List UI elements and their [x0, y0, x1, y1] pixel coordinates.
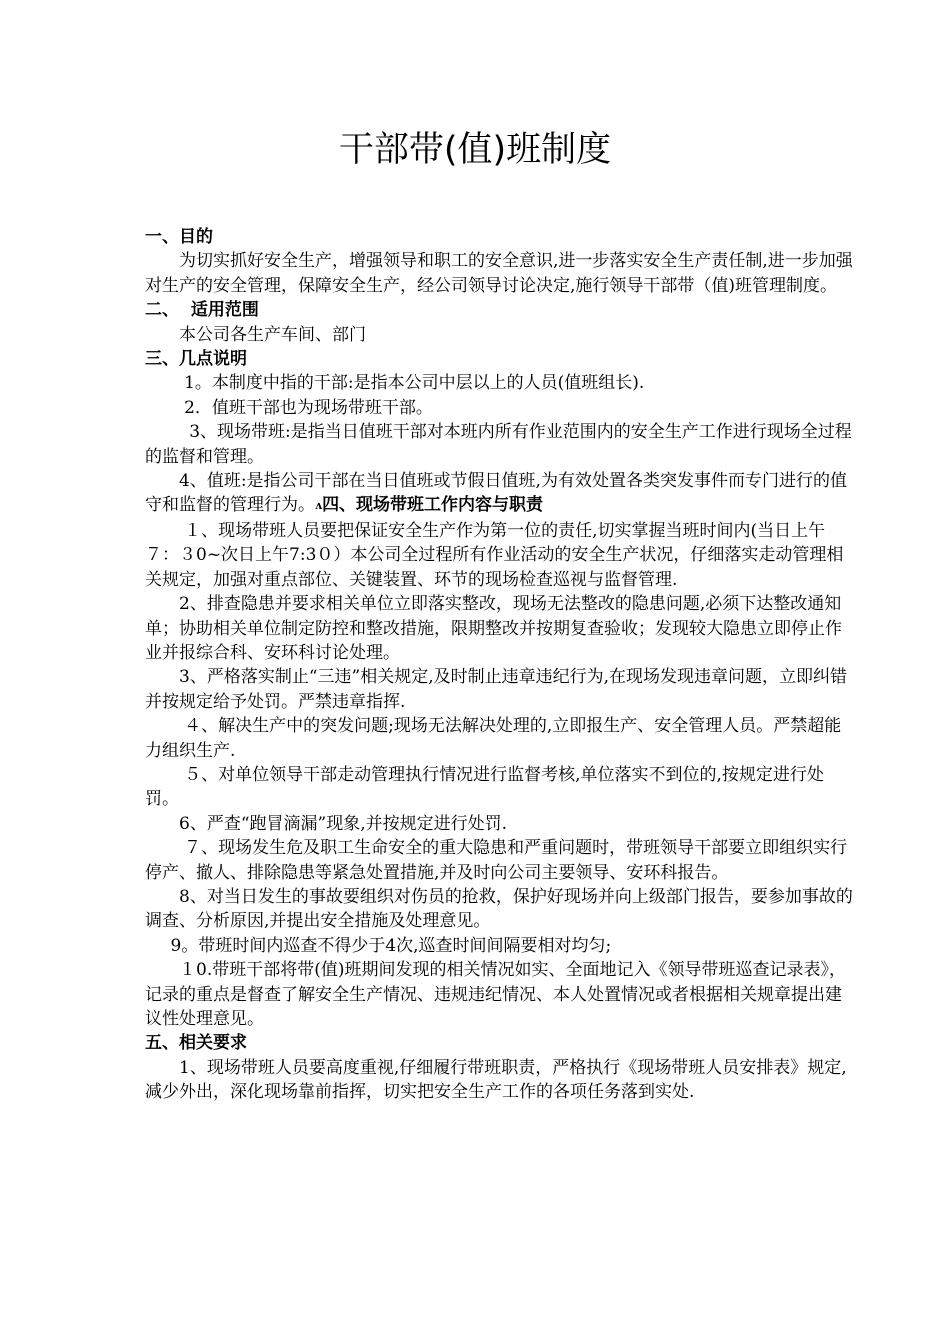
paragraph-duty-8: 8、对当日发生的事故要组织对伤员的抢救，保护好现场并向上级部门报告，要参加事故的调查、分析原因,并提出安全措施及处理意见。	[145, 886, 853, 932]
paragraph-requirement-1: 1、现场带班人员要高度重视,仔细履行带班职责，严格执行《现场带班人员安排表》规定,减少外出，深化现场靠前指挥，切实把安全生产工作的各项任务落到实处.	[145, 1057, 847, 1103]
paragraph-duty-1: １、现场带班人员要把保证安全生产作为第一位的责任,切实掌握当班时间内(当日上午７：３0~次日上午7:3０）本公司全过程所有作业活动的安全生产状况，仔细落实走动管理相关规定，加强对重点部位、关键装置、环节的现场检查巡视与监督管理.	[145, 520, 844, 590]
paragraph-note-1: 1。本制度中指的干部:是指本公司中层以上的人员(值班组长).	[184, 373, 645, 394]
paragraph-purpose: 为切实抓好安全生产，增强领导和职工的安全意识,进一步落实安全生产责任制,进一步加强对生产的安全管理，保障安全生产，经公司领导讨论决定,施行领导干部带（值)班管理制度。	[145, 251, 853, 296]
paragraph-duty-7: ７、现场发生危及职工生命安全的重大隐患和严重问题时，带班领导干部要立即组织实行停产、撤人、排除隐患等紧急处置措施,并及时向公司主要领导、安环科报告。	[145, 838, 848, 883]
paragraph-duty-9: 9。带班时间内巡查不得少于4次,巡查时间间隔要相对均匀;	[170, 935, 612, 956]
section-heading-purpose: 一、目的	[145, 227, 213, 247]
section-heading-notes: 三、几点说明	[145, 349, 247, 370]
document-title: 干部带(值)班制度	[338, 130, 612, 170]
paragraph-duty-10: １0.带班干部将带(值)班期间发现的相关情况如实、全面地记入《领导带班巡查记录表》，记录的重点是督查了解安全生产情况、违规违纪情况、本人处置情况或者根据相关规章提出建议性处理意见。	[145, 960, 846, 1029]
paragraph-duty-3: 3、严格落实制止“三违”相关规定,及时制止违章违纪行为,在现场发现违章问题，立即纠错并按规定给予处罚。严禁违章指挥.	[145, 667, 848, 712]
paragraph-duty-2: 2、排查隐患并要求相关单位立即落实整改，现场无法整改的隐患问题,必须下达整改通知单；协助相关单位制定防控和整改措施，限期整改并按期复查验收；发现较大隐患立即停止作业并报综合科、安环科讨论处理。	[145, 594, 842, 663]
note-4-text: 4、值班:是指公司干部在当日值班或节假日值班,为有效处置各类突发事件而专门进行的值守和监督的管理行为。	[145, 471, 847, 516]
section-heading-requirements: 五、相关要求	[145, 1033, 247, 1054]
document-body	[145, 225, 857, 1105]
section-heading-scope: 二、 适用范围	[145, 300, 259, 321]
paragraph-note-4	[145, 469, 857, 519]
paragraph-scope: 本公司各生产车间、部门	[179, 324, 366, 345]
paragraph-note-3: 3、现场带班:是指当日值班干部对本班内所有作业范围内的安全生产工作进行现场全过程的监督和管理。	[145, 422, 852, 467]
section-marker: ᴧ	[315, 499, 323, 513]
section-heading-duties: 四、现场带班工作内容与职责	[322, 495, 544, 516]
paragraph-duty-4: ４、解决生产中的突发问题;现场无法解决处理的,立即报生产、安全管理人员。严禁超能力组织生产.	[145, 716, 842, 761]
paragraph-note-2: 2．值班干部也为现场带班干部。	[184, 397, 433, 418]
paragraph-duty-5: ５、对单位领导干部走动管理执行情况进行监督考核,单位落实不到位的,按规定进行处罚。	[145, 764, 824, 810]
paragraph-duty-6: 6、严查“跑冒滴漏”现象,并按规定进行处罚.	[179, 813, 508, 834]
